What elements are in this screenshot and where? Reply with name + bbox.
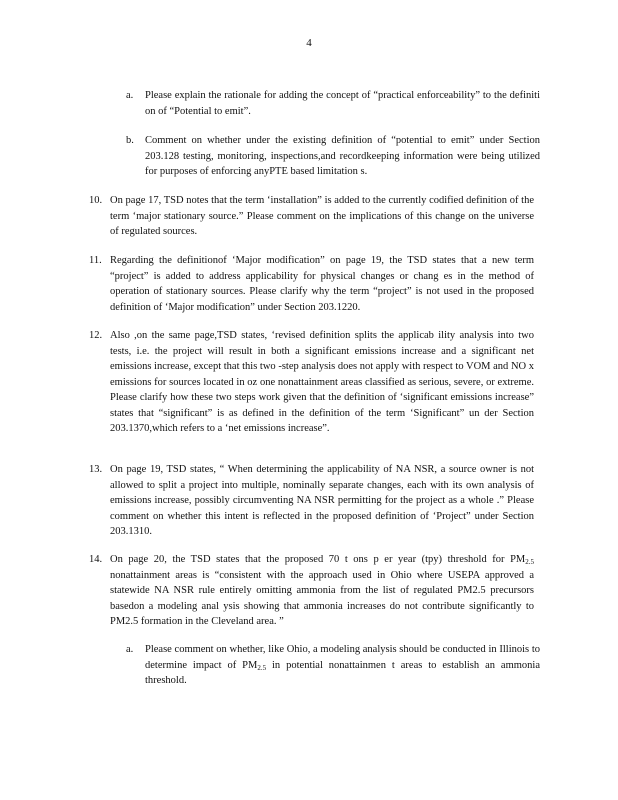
question-13 xyxy=(89,462,534,540)
question-9a xyxy=(126,88,540,119)
question-10 xyxy=(89,193,534,240)
list-number: 12. xyxy=(89,330,103,341)
list-number: 14. xyxy=(89,554,103,565)
question-14a xyxy=(126,642,540,689)
paragraph-text: Please explain the rationale for adding the concept of “practical enforceability” to the definiti on of “Potential to emit”. xyxy=(145,90,540,117)
paragraph-text: Please comment on whether, like Ohio, a modeling analysis should be conducted in Illinois to determine impact of PM xyxy=(145,644,540,671)
paragraph-text: Also ,on the same page,TSD states, ‘revised definition splits the applicab ility analysis into two tests, i.e. the project will result in both a significant emissions increase and a significant net emissions increase, except that this two -step analysis does not apply with respect to VOM and NO x emissions for sources located in oz one nonattainment areas classified as serious, severe, or extreme. Please clarify how these two steps work given that the definition of ‘significant emissions increase” states that “significant” is as defined in the definition of the term ‘Significant” un der Section 203.1370,which refers to a ‘net emissions increase”. xyxy=(110,330,534,434)
list-label: a. xyxy=(126,644,134,655)
question-12 xyxy=(89,328,534,437)
list-label: b. xyxy=(126,135,134,146)
page-number: 4 xyxy=(306,37,312,49)
paragraph-text: nonattainment areas is “consistent with the approach used in Ohio where USEPA approved a statewide NA NSR rule entirely omitting ammonia from the list of regulated PM2.5 precursors basedon a modeling anal ysis showing that ammonia increases do not contribute significantly to PM2.5 formation in the Cleveland area. ” xyxy=(110,569,534,627)
paragraph-text: On page 19, TSD states, “ When determining the applicability of NA NSR, a source owner is not allowed to split a project into multiple, nominally separate changes, each with its own analysis of emissions increase, possibly circumventing NA NSR permitting for the project as a whole .” Please comment on whether this intent is reflected in the proposed definition of ‘Project” under Section 203.1310. xyxy=(110,464,534,537)
list-number: 10. xyxy=(89,195,103,206)
paragraph-text: in potential nonattainmen t areas to establish an ammonia threshold. xyxy=(145,659,540,686)
list-label: a. xyxy=(126,90,134,101)
subscript: 2.5 xyxy=(525,558,534,566)
question-9b xyxy=(126,133,540,180)
paragraph-text: Regarding the definitionof ‘Major modification” on page 19, the TSD states that a new term “project” is added to address applicability for physical changes or chang es in the method of operation of stationary sources. Please clarify why the term “project” is not used in the proposed definition of ‘Major modification” under Section 203.1220. xyxy=(110,255,534,313)
paragraph-text: Comment on whether under the existing definition of “potential to emit” under Section 203.128 testing, monitoring, inspections,and recordkeeping information were being utilized for purposes of enforcing anyPTE based limitation s. xyxy=(145,135,540,177)
question-11 xyxy=(89,253,534,315)
list-number: 13. xyxy=(89,464,103,475)
paragraph-text: On page 17, TSD notes that the term ‘installation” is added to the currently codified definition of the term ‘major stationary source.” Please comment on the implications of this change on the universe of regulated sources. xyxy=(110,195,534,237)
paragraph-text: On page 20, the TSD states that the proposed 70 t ons p er year (tpy) threshold for PM xyxy=(110,554,526,565)
list-number: 11. xyxy=(89,255,102,266)
question-14 xyxy=(89,552,534,630)
subscript: 2.5 xyxy=(257,663,267,672)
